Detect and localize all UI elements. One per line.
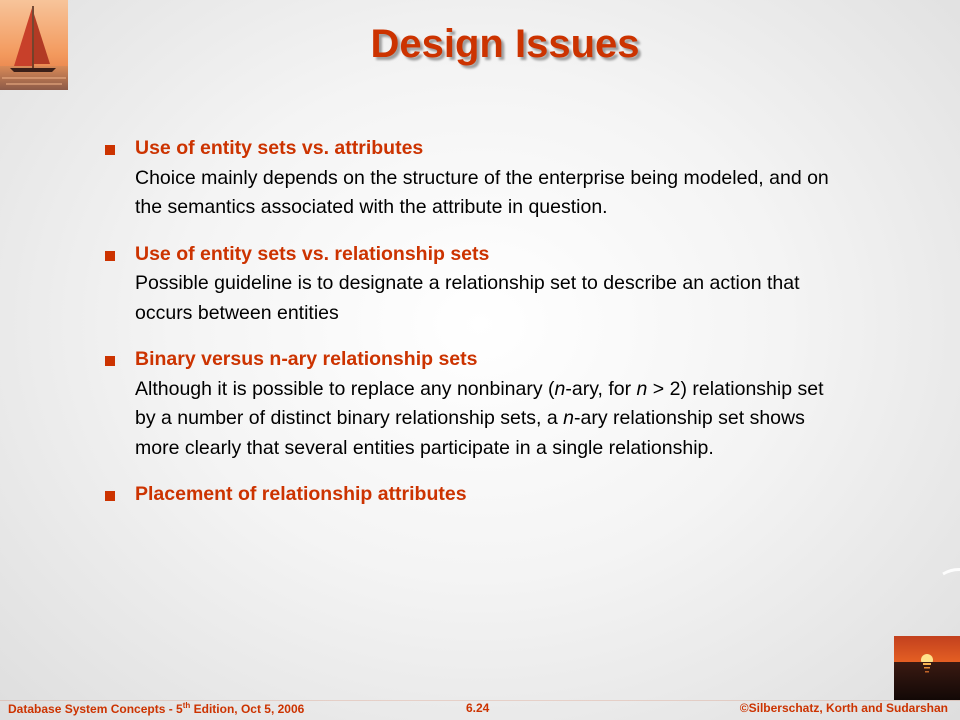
sunset-image	[894, 636, 960, 700]
decorative-swoosh-icon	[935, 560, 960, 620]
bullet-item	[102, 480, 842, 510]
bullet-heading: Placement of relationship attributes	[135, 483, 467, 505]
slide-footer	[0, 700, 960, 720]
square-bullet-icon	[105, 491, 115, 501]
footer-page-number: 6.24	[466, 701, 490, 715]
bullet-heading: Binary versus n-ary relationship sets	[135, 348, 478, 370]
bullet-item	[102, 134, 842, 223]
footer-copyright: ©Silberschatz, Korth and Sudarshan	[739, 701, 948, 715]
bullet-heading: Use of entity sets vs. attributes	[135, 137, 424, 159]
footer-book-info: Database System Concepts - 5th Edition, Oct 5, 2006	[8, 701, 305, 716]
square-bullet-icon	[105, 145, 115, 155]
square-bullet-icon	[105, 356, 115, 366]
bullet-list	[102, 134, 842, 527]
bullet-body: Choice mainly depends on the structure of the enterprise being modeled, and on the semantics associated with the attribute in question.	[135, 166, 829, 218]
bullet-body: Although it is possible to replace any nonbinary (n-ary, for n > 2) relationship set by a number of distinct binary relationship sets, a n-ary relationship set shows more clearly that several entities participate in a single relationship.	[135, 377, 824, 459]
slide-title: Design Issues	[370, 22, 640, 66]
square-bullet-icon	[105, 251, 115, 261]
bullet-item	[102, 240, 842, 329]
bullet-heading: Use of entity sets vs. relationship sets	[135, 242, 490, 265]
bullet-item	[102, 345, 842, 463]
bullet-body: Possible guideline is to designate a relationship set to describe an action that occurs between entities	[135, 272, 800, 324]
